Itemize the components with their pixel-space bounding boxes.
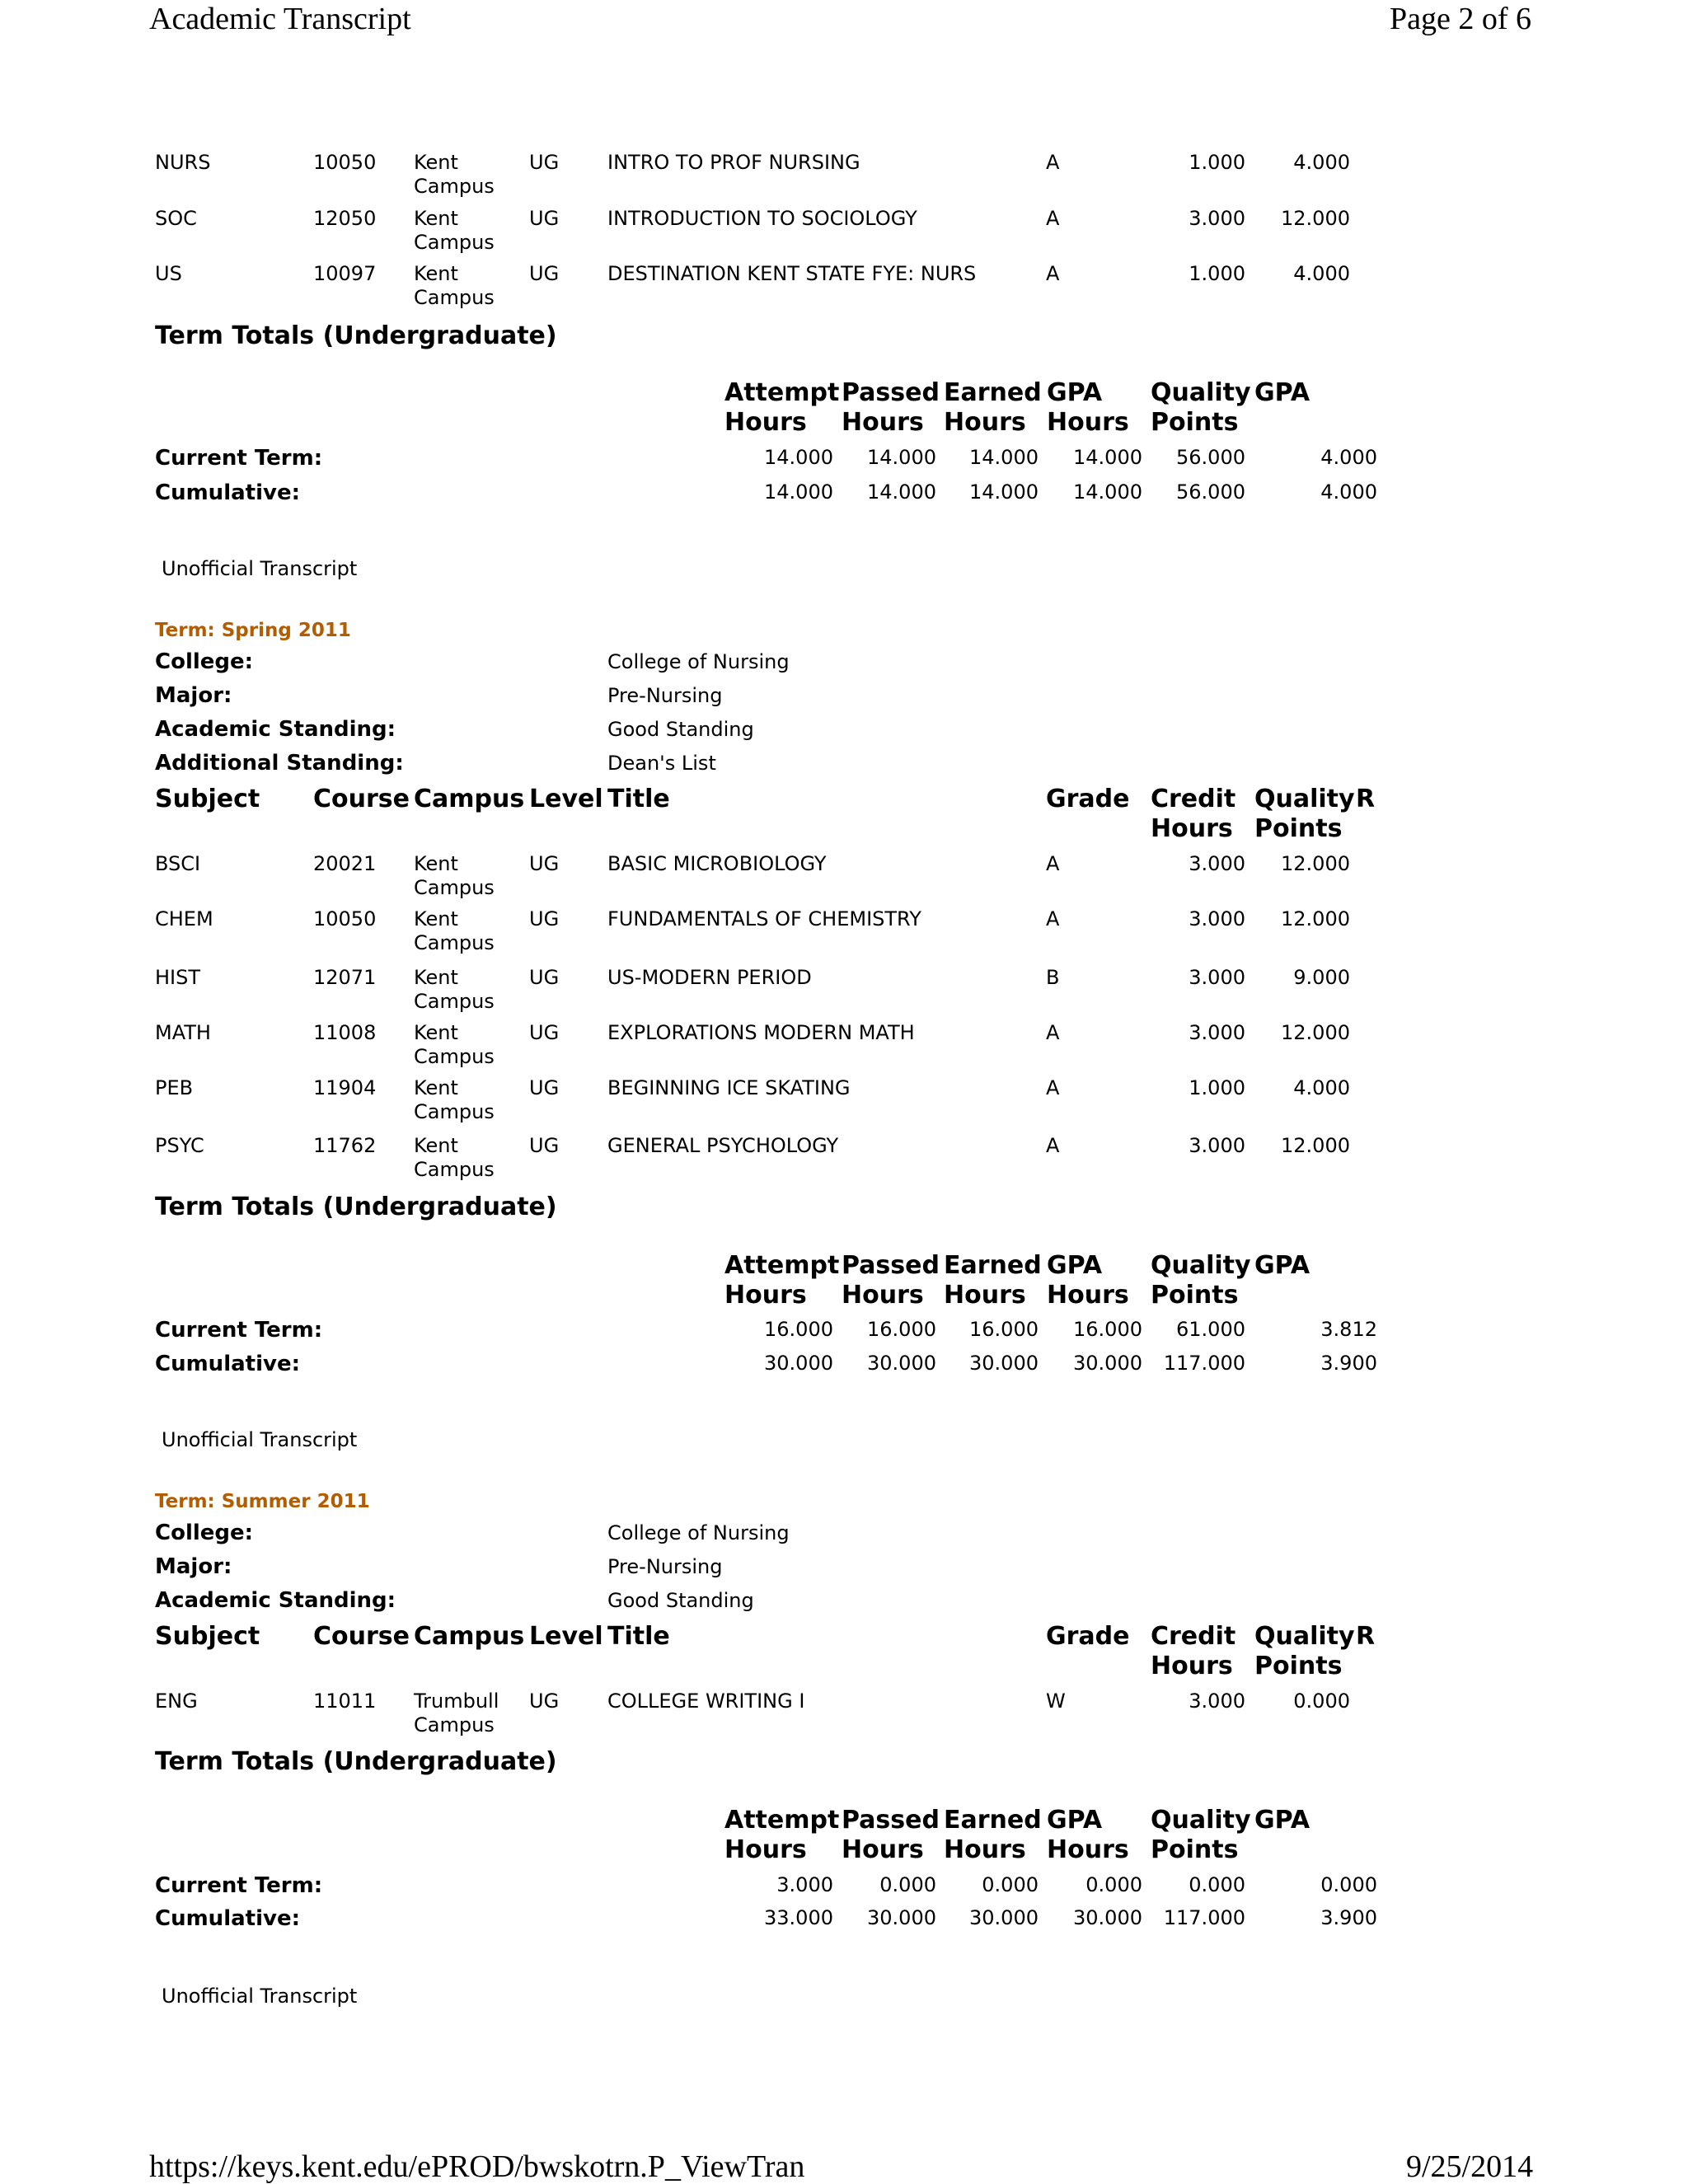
col-header-quality: Quality <box>1254 785 1355 813</box>
totals-header-earned-hours: Hours <box>944 408 1026 437</box>
totals-header-earned-hours: Hours <box>944 1281 1026 1310</box>
course-campus-line2: Campus <box>414 1713 495 1736</box>
course-grade: A <box>1046 907 1060 930</box>
col-header-quality-points: Points <box>1254 1652 1343 1680</box>
totals-header-quality: Quality <box>1151 378 1251 407</box>
course-credit-hours: 1.000 <box>1189 262 1245 285</box>
course-subject: BSCI <box>155 852 201 875</box>
course-credit-hours: 3.000 <box>1189 1690 1245 1713</box>
additional-standing-label: Additional Standing: <box>155 751 404 776</box>
course-level: UG <box>529 1690 560 1713</box>
unofficial-transcript-note: Unofficial Transcript <box>162 557 358 580</box>
current-term-label: Current Term: <box>155 1873 323 1898</box>
major-label: Major: <box>155 1554 232 1579</box>
course-grade: A <box>1046 151 1060 174</box>
course-level: UG <box>529 966 560 989</box>
current-term-value: 0.000 <box>1189 1873 1245 1896</box>
cumulative-value: 4.000 <box>1320 480 1377 504</box>
totals-header-gpa: GPA <box>1047 1251 1103 1280</box>
col-header-level: Level <box>529 1622 603 1651</box>
current-term-value: 16.000 <box>969 1318 1039 1341</box>
course-campus-line2: Campus <box>414 876 495 899</box>
cumulative-value: 117.000 <box>1163 1352 1245 1375</box>
cumulative-label: Cumulative: <box>155 1352 300 1376</box>
course-subject: HIST <box>155 966 201 989</box>
course-number: 12071 <box>313 966 377 989</box>
col-header-r: R <box>1356 785 1376 813</box>
col-header-title: Title <box>607 1622 670 1651</box>
cumulative-label: Cumulative: <box>155 480 300 505</box>
current-term-value: 0.000 <box>1320 1873 1377 1896</box>
current-term-label: Current Term: <box>155 446 323 471</box>
course-title: US-MODERN PERIOD <box>607 966 812 989</box>
course-campus-line2: Campus <box>414 1158 495 1181</box>
course-title: DESTINATION KENT STATE FYE: NURS <box>607 262 977 285</box>
course-level: UG <box>529 151 560 174</box>
course-level: UG <box>529 907 560 930</box>
course-credit-hours: 3.000 <box>1189 1021 1245 1044</box>
col-header-quality-points: Points <box>1254 814 1343 843</box>
course-quality-points: 9.000 <box>1293 966 1350 989</box>
course-number: 11008 <box>313 1021 377 1044</box>
academic-standing-value: Good Standing <box>607 1589 754 1612</box>
current-term-value: 14.000 <box>1073 446 1142 469</box>
course-level: UG <box>529 1134 560 1157</box>
totals-header-earned-hours: Hours <box>944 1835 1026 1864</box>
totals-header-quality: Quality <box>1151 1251 1251 1280</box>
col-header-subject: Subject <box>155 1622 260 1651</box>
course-campus: Kent <box>414 1021 458 1044</box>
course-level: UG <box>529 207 560 230</box>
current-term-value: 16.000 <box>1073 1318 1142 1341</box>
course-level: UG <box>529 1021 560 1044</box>
footer-url: https://keys.kent.edu/ePROD/bwskotrn.P_ViewTran <box>149 2149 805 2184</box>
course-credit-hours: 1.000 <box>1189 1076 1245 1099</box>
course-campus: Kent <box>414 907 458 930</box>
course-campus: Kent <box>414 262 458 285</box>
current-term-value: 16.000 <box>867 1318 936 1341</box>
totals-header-gpa-hours: Hours <box>1047 1281 1129 1310</box>
course-campus-line2: Campus <box>414 1045 495 1068</box>
footer-date: 9/25/2014 <box>1406 2149 1534 2184</box>
college-value: College of Nursing <box>607 1521 790 1544</box>
col-header-credit-hours: Hours <box>1151 814 1233 843</box>
academic-standing-label: Academic Standing: <box>155 717 396 742</box>
cumulative-value: 30.000 <box>1073 1352 1142 1375</box>
course-campus: Kent <box>414 852 458 875</box>
totals-header-gpa: GPA <box>1047 1806 1103 1835</box>
current-term-value: 14.000 <box>867 446 936 469</box>
col-header-grade: Grade <box>1046 1622 1130 1651</box>
course-campus-line2: Campus <box>414 931 495 954</box>
document-title: Academic Transcript <box>149 2 411 36</box>
col-header-grade: Grade <box>1046 785 1130 813</box>
course-campus-line2: Campus <box>414 990 495 1013</box>
totals-header-quality: Quality <box>1151 1806 1251 1835</box>
totals-header-earned: Earned <box>944 378 1042 407</box>
course-subject: PEB <box>155 1076 194 1099</box>
course-title: FUNDAMENTALS OF CHEMISTRY <box>607 907 921 930</box>
term-totals-heading: Term Totals (Undergraduate) <box>155 1193 557 1221</box>
course-subject: SOC <box>155 207 197 230</box>
col-header-course: Course <box>313 785 410 813</box>
cumulative-value: 14.000 <box>867 480 936 504</box>
major-label: Major: <box>155 683 232 708</box>
course-number: 20021 <box>313 852 377 875</box>
college-label: College: <box>155 649 254 674</box>
col-header-campus: Campus <box>414 1622 525 1651</box>
cumulative-label: Cumulative: <box>155 1906 300 1931</box>
col-header-course: Course <box>313 1622 410 1651</box>
totals-header-passed: Passed <box>842 1806 940 1835</box>
course-level: UG <box>529 852 560 875</box>
course-number: 10050 <box>313 907 377 930</box>
course-quality-points: 12.000 <box>1281 207 1350 230</box>
term-totals-heading: Term Totals (Undergraduate) <box>155 321 557 350</box>
totals-header-passed-hours: Hours <box>842 408 924 437</box>
course-subject: PSYC <box>155 1134 204 1157</box>
totals-header-gpa: GPA <box>1047 378 1103 407</box>
col-header-level: Level <box>529 785 603 813</box>
course-title: INTRODUCTION TO SOCIOLOGY <box>607 207 917 230</box>
col-header-subject: Subject <box>155 785 260 813</box>
totals-header-passed: Passed <box>842 1251 940 1280</box>
cumulative-value: 30.000 <box>969 1352 1039 1375</box>
course-quality-points: 4.000 <box>1293 1076 1350 1099</box>
unofficial-transcript-note: Unofficial Transcript <box>162 1985 358 2008</box>
current-term-value: 14.000 <box>764 446 833 469</box>
course-grade: B <box>1046 966 1060 989</box>
course-grade: W <box>1046 1690 1066 1713</box>
course-campus-line2: Campus <box>414 231 495 254</box>
course-campus-line2: Campus <box>414 175 495 198</box>
course-credit-hours: 3.000 <box>1189 966 1245 989</box>
course-grade: A <box>1046 1134 1060 1157</box>
course-campus: Kent <box>414 966 458 989</box>
course-campus: Kent <box>414 1134 458 1157</box>
course-quality-points: 12.000 <box>1281 1021 1350 1044</box>
course-subject: NURS <box>155 151 211 174</box>
totals-header-attempt-hours: Hours <box>724 1281 807 1310</box>
course-campus-line2: Campus <box>414 286 495 309</box>
course-subject: CHEM <box>155 907 213 930</box>
course-campus: Trumbull <box>414 1690 499 1713</box>
cumulative-value: 30.000 <box>867 1352 936 1375</box>
course-number: 11762 <box>313 1134 377 1157</box>
course-title: GENERAL PSYCHOLOGY <box>607 1134 839 1157</box>
cumulative-value: 14.000 <box>969 480 1039 504</box>
major-value: Pre-Nursing <box>607 684 723 707</box>
term-totals-heading: Term Totals (Undergraduate) <box>155 1747 557 1776</box>
totals-header-quality-points: Points <box>1151 1835 1239 1864</box>
college-value: College of Nursing <box>607 650 790 673</box>
current-term-value: 56.000 <box>1176 446 1245 469</box>
totals-header-gpa-hours: Hours <box>1047 408 1129 437</box>
unofficial-transcript-note: Unofficial Transcript <box>162 1428 358 1451</box>
cumulative-value: 3.900 <box>1320 1352 1377 1375</box>
totals-header-attempt: Attempt <box>724 1806 840 1835</box>
course-quality-points: 12.000 <box>1281 907 1350 930</box>
col-header-credit: Credit <box>1151 1622 1236 1651</box>
major-value: Pre-Nursing <box>607 1555 723 1578</box>
totals-header-attempt: Attempt <box>724 1251 840 1280</box>
course-campus: Kent <box>414 207 458 230</box>
course-grade: A <box>1046 262 1060 285</box>
course-credit-hours: 1.000 <box>1189 151 1245 174</box>
current-term-label: Current Term: <box>155 1318 323 1343</box>
course-level: UG <box>529 262 560 285</box>
totals-header-attempt-hours: Hours <box>724 408 807 437</box>
course-number: 10097 <box>313 262 377 285</box>
totals-header-quality-points: Points <box>1151 408 1239 437</box>
cumulative-value: 14.000 <box>1073 480 1142 504</box>
totals-header-passed-hours: Hours <box>842 1835 924 1864</box>
page-number: Page 2 of 6 <box>1390 2 1532 36</box>
cumulative-value: 33.000 <box>764 1906 833 1929</box>
course-campus: Kent <box>414 151 458 174</box>
current-term-value: 61.000 <box>1176 1318 1245 1341</box>
course-number: 10050 <box>313 151 377 174</box>
totals-header-gpa2: GPA <box>1254 1806 1311 1835</box>
totals-header-gpa2: GPA <box>1254 1251 1311 1280</box>
course-subject: ENG <box>155 1690 198 1713</box>
course-number: 12050 <box>313 207 377 230</box>
cumulative-value: 30.000 <box>867 1906 936 1929</box>
course-subject: MATH <box>155 1021 211 1044</box>
course-quality-points: 0.000 <box>1293 1690 1350 1713</box>
course-campus-line2: Campus <box>414 1100 495 1123</box>
term-heading: Term: Spring 2011 <box>155 620 351 641</box>
course-credit-hours: 3.000 <box>1189 1134 1245 1157</box>
totals-header-attempt-hours: Hours <box>724 1835 807 1864</box>
col-header-title: Title <box>607 785 670 813</box>
current-term-value: 16.000 <box>764 1318 833 1341</box>
course-title: EXPLORATIONS MODERN MATH <box>607 1021 915 1044</box>
course-quality-points: 12.000 <box>1281 1134 1350 1157</box>
totals-header-gpa2: GPA <box>1254 378 1311 407</box>
cumulative-value: 30.000 <box>1073 1906 1142 1929</box>
totals-header-quality-points: Points <box>1151 1281 1239 1310</box>
totals-header-passed: Passed <box>842 378 940 407</box>
course-grade: A <box>1046 1021 1060 1044</box>
cumulative-value: 30.000 <box>764 1352 833 1375</box>
totals-header-gpa-hours: Hours <box>1047 1835 1129 1864</box>
cumulative-value: 3.900 <box>1320 1906 1377 1929</box>
totals-header-passed-hours: Hours <box>842 1281 924 1310</box>
cumulative-value: 117.000 <box>1163 1906 1245 1929</box>
totals-header-attempt: Attempt <box>724 378 840 407</box>
course-credit-hours: 3.000 <box>1189 852 1245 875</box>
course-quality-points: 4.000 <box>1293 262 1350 285</box>
current-term-value: 0.000 <box>982 1873 1039 1896</box>
course-grade: A <box>1046 207 1060 230</box>
term-heading: Term: Summer 2011 <box>155 1491 370 1512</box>
course-number: 11011 <box>313 1690 377 1713</box>
academic-standing-value: Good Standing <box>607 718 754 741</box>
current-term-value: 0.000 <box>879 1873 936 1896</box>
course-grade: A <box>1046 1076 1060 1099</box>
course-title: INTRO TO PROF NURSING <box>607 151 860 174</box>
course-number: 11904 <box>313 1076 377 1099</box>
totals-header-earned: Earned <box>944 1251 1042 1280</box>
college-label: College: <box>155 1521 254 1545</box>
current-term-value: 0.000 <box>1085 1873 1142 1896</box>
col-header-campus: Campus <box>414 785 525 813</box>
course-quality-points: 12.000 <box>1281 852 1350 875</box>
course-title: COLLEGE WRITING I <box>607 1690 805 1713</box>
totals-header-earned: Earned <box>944 1806 1042 1835</box>
course-credit-hours: 3.000 <box>1189 207 1245 230</box>
current-term-value: 14.000 <box>969 446 1039 469</box>
cumulative-value: 56.000 <box>1176 480 1245 504</box>
course-title: BEGINNING ICE SKATING <box>607 1076 851 1099</box>
current-term-value: 4.000 <box>1320 446 1377 469</box>
course-title: BASIC MICROBIOLOGY <box>607 852 827 875</box>
cumulative-value: 14.000 <box>764 480 833 504</box>
current-term-value: 3.000 <box>776 1873 833 1896</box>
col-header-r: R <box>1356 1622 1376 1651</box>
course-quality-points: 4.000 <box>1293 151 1350 174</box>
course-credit-hours: 3.000 <box>1189 907 1245 930</box>
col-header-quality: Quality <box>1254 1622 1355 1651</box>
current-term-value: 3.812 <box>1320 1318 1377 1341</box>
col-header-credit: Credit <box>1151 785 1236 813</box>
course-level: UG <box>529 1076 560 1099</box>
course-subject: US <box>155 262 182 285</box>
academic-standing-label: Academic Standing: <box>155 1588 396 1613</box>
additional-standing-value: Dean's List <box>607 752 716 775</box>
course-grade: A <box>1046 852 1060 875</box>
cumulative-value: 30.000 <box>969 1906 1039 1929</box>
course-campus: Kent <box>414 1076 458 1099</box>
col-header-credit-hours: Hours <box>1151 1652 1233 1680</box>
